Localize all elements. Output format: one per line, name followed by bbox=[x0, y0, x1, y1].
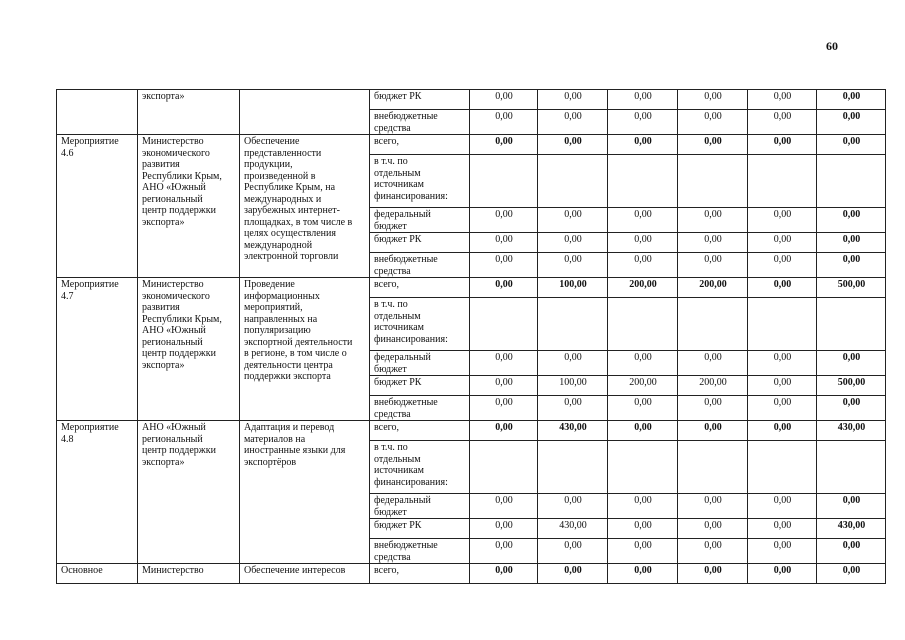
amount-cell bbox=[678, 298, 748, 351]
description-cell-line: Обеспечение интересов bbox=[244, 565, 346, 576]
description-cell bbox=[240, 564, 370, 584]
amount-cell: 0,00 bbox=[748, 110, 817, 135]
amount-cell: 0,00 bbox=[678, 233, 748, 253]
amount-cell: 0,00 bbox=[538, 396, 608, 421]
description-cell-line: Проведение bbox=[244, 279, 295, 290]
amount-cell: 0,00 bbox=[748, 396, 817, 421]
executor-cell-line: экспорта» bbox=[142, 216, 185, 228]
executor-cell-line: центр поддержки bbox=[142, 205, 216, 216]
amount-cell: 0,00 bbox=[470, 396, 538, 421]
amount-cell: 0,00 bbox=[608, 208, 678, 233]
amount-cell: 0,00 bbox=[538, 494, 608, 519]
funding-source-cell bbox=[370, 421, 470, 441]
funding-source-line: отдельным bbox=[374, 310, 421, 322]
amount-cell: 0,00 bbox=[608, 90, 678, 110]
amount-cell: 0,00 bbox=[538, 233, 608, 253]
amount-cell bbox=[817, 298, 886, 351]
amount-cell: 0,00 bbox=[608, 233, 678, 253]
description-cell-line: мероприятий, bbox=[244, 302, 303, 313]
funding-source-cell bbox=[370, 376, 470, 396]
funding-source-line: источникам bbox=[374, 465, 424, 476]
funding-source-line: внебюджетные bbox=[374, 540, 438, 551]
amount-cell: 0,00 bbox=[817, 396, 886, 421]
description-cell-line: экспортёров bbox=[244, 456, 297, 468]
amount-cell: 0,00 bbox=[678, 208, 748, 233]
amount-cell: 0,00 bbox=[470, 253, 538, 278]
table-row bbox=[57, 90, 886, 110]
description-cell-line: иностранные языки для bbox=[244, 445, 346, 456]
funding-source-cell bbox=[370, 253, 470, 278]
event-name-cell-line: 4.7 bbox=[61, 290, 74, 302]
funding-source-cell bbox=[370, 539, 470, 564]
description-cell bbox=[240, 90, 370, 135]
amount-cell: 0,00 bbox=[748, 208, 817, 233]
funding-source-cell bbox=[370, 208, 470, 233]
description-cell-line: международных и bbox=[244, 193, 322, 205]
amount-cell: 0,00 bbox=[470, 421, 538, 441]
executor-cell bbox=[138, 135, 240, 278]
amount-cell: 430,00 bbox=[817, 421, 886, 441]
amount-cell bbox=[470, 155, 538, 208]
amount-cell: 0,00 bbox=[678, 519, 748, 539]
amount-cell bbox=[748, 298, 817, 351]
event-name-cell-line: 4.8 bbox=[61, 433, 74, 445]
description-cell-line: направленных на bbox=[244, 313, 318, 325]
amount-cell: 0,00 bbox=[817, 233, 886, 253]
amount-cell: 0,00 bbox=[470, 351, 538, 376]
amount-cell: 0,00 bbox=[817, 351, 886, 376]
table-body bbox=[57, 90, 886, 584]
funding-source-cell bbox=[370, 233, 470, 253]
amount-cell: 0,00 bbox=[470, 494, 538, 519]
amount-cell: 100,00 bbox=[538, 376, 608, 396]
executor-cell-line: АНО «Южный bbox=[142, 325, 206, 336]
funding-source-line: средства bbox=[374, 265, 411, 277]
funding-source-line: бюджет РК bbox=[374, 234, 422, 245]
amount-cell: 200,00 bbox=[678, 376, 748, 396]
funding-source-line: всего, bbox=[374, 565, 400, 576]
executor-cell bbox=[138, 421, 240, 564]
executor-cell-line: экспорта» bbox=[142, 456, 185, 468]
funding-source-cell bbox=[370, 278, 470, 298]
amount-cell: 0,00 bbox=[678, 494, 748, 519]
amount-cell: 0,00 bbox=[678, 396, 748, 421]
amount-cell bbox=[538, 441, 608, 494]
amount-cell: 0,00 bbox=[678, 110, 748, 135]
funding-source-line: отдельным bbox=[374, 453, 421, 465]
amount-cell: 0,00 bbox=[678, 564, 748, 584]
description-cell bbox=[240, 421, 370, 564]
funding-source-cell bbox=[370, 155, 470, 208]
executor-cell-line: Министерство bbox=[142, 136, 204, 147]
funding-source-line: средства bbox=[374, 408, 411, 420]
event-name-cell-line: Мероприятие bbox=[61, 136, 119, 147]
table-row bbox=[57, 278, 886, 298]
amount-cell bbox=[608, 441, 678, 494]
executor-cell-line: экспорта» bbox=[142, 359, 185, 371]
table-row bbox=[57, 564, 886, 584]
amount-cell: 0,00 bbox=[678, 539, 748, 564]
funding-source-line: бюджет bbox=[374, 363, 407, 375]
funding-source-cell bbox=[370, 298, 470, 351]
funding-source-cell bbox=[370, 519, 470, 539]
executor-cell-line: развития bbox=[142, 159, 180, 170]
funding-source-line: финансирования: bbox=[374, 190, 448, 202]
amount-cell bbox=[748, 441, 817, 494]
amount-cell: 500,00 bbox=[817, 376, 886, 396]
amount-cell: 0,00 bbox=[470, 110, 538, 135]
description-cell bbox=[240, 135, 370, 278]
funding-source-line: бюджет РК bbox=[374, 91, 422, 102]
amount-cell: 0,00 bbox=[748, 253, 817, 278]
funding-source-line: бюджет РК bbox=[374, 520, 422, 531]
amount-cell bbox=[678, 441, 748, 494]
executor-cell-line: развития bbox=[142, 302, 180, 313]
funding-source-line: федеральный bbox=[374, 352, 431, 363]
funding-source-cell bbox=[370, 494, 470, 519]
funding-source-line: всего, bbox=[374, 422, 400, 433]
amount-cell: 0,00 bbox=[817, 208, 886, 233]
amount-cell: 0,00 bbox=[817, 110, 886, 135]
amount-cell: 0,00 bbox=[470, 376, 538, 396]
amount-cell: 0,00 bbox=[817, 539, 886, 564]
amount-cell: 0,00 bbox=[608, 519, 678, 539]
amount-cell: 0,00 bbox=[678, 253, 748, 278]
executor-cell-line: экономического bbox=[142, 147, 210, 159]
description-cell-line: электронной торговли bbox=[244, 251, 339, 262]
amount-cell bbox=[538, 155, 608, 208]
amount-cell: 430,00 bbox=[538, 519, 608, 539]
description-cell-line: площадках, в том числе в bbox=[244, 216, 353, 228]
funding-source-line: бюджет bbox=[374, 506, 407, 518]
executor-cell-line: центр поддержки bbox=[142, 348, 216, 359]
description-cell-line: поддержки экспорта bbox=[244, 371, 331, 382]
amount-cell: 0,00 bbox=[608, 564, 678, 584]
funding-source-cell bbox=[370, 135, 470, 155]
amount-cell: 0,00 bbox=[748, 421, 817, 441]
funding-source-line: источникам bbox=[374, 179, 424, 190]
description-cell-line: информационных bbox=[244, 290, 320, 302]
amount-cell: 200,00 bbox=[678, 278, 748, 298]
event-name-cell bbox=[57, 135, 138, 278]
amount-cell: 0,00 bbox=[678, 421, 748, 441]
executor-cell-line: экспорта» bbox=[142, 91, 185, 102]
funding-source-line: всего, bbox=[374, 279, 400, 290]
executor-cell-line: региональный bbox=[142, 193, 203, 205]
description-cell-line: произведенной в bbox=[244, 170, 316, 182]
funding-source-line: федеральный bbox=[374, 209, 431, 220]
amount-cell: 0,00 bbox=[608, 110, 678, 135]
funding-source-line: бюджет bbox=[374, 220, 407, 232]
amount-cell: 0,00 bbox=[538, 135, 608, 155]
description-cell-line: целях осуществления bbox=[244, 228, 336, 239]
amount-cell: 0,00 bbox=[470, 519, 538, 539]
amount-cell: 0,00 bbox=[470, 90, 538, 110]
amount-cell: 0,00 bbox=[538, 351, 608, 376]
amount-cell bbox=[608, 298, 678, 351]
amount-cell: 0,00 bbox=[748, 519, 817, 539]
funding-source-cell bbox=[370, 90, 470, 110]
description-cell-line: Адаптация и перевод bbox=[244, 422, 335, 433]
amount-cell bbox=[538, 298, 608, 351]
amount-cell: 0,00 bbox=[608, 351, 678, 376]
funding-source-line: источникам bbox=[374, 322, 424, 333]
amount-cell: 0,00 bbox=[470, 539, 538, 564]
executor-cell bbox=[138, 564, 240, 584]
funding-source-line: внебюджетные bbox=[374, 111, 438, 122]
funding-source-line: отдельным bbox=[374, 167, 421, 179]
amount-cell: 0,00 bbox=[748, 278, 817, 298]
page-number: 60 bbox=[826, 39, 838, 53]
amount-cell bbox=[470, 298, 538, 351]
amount-cell: 0,00 bbox=[817, 253, 886, 278]
amount-cell: 0,00 bbox=[678, 135, 748, 155]
amount-cell: 0,00 bbox=[748, 351, 817, 376]
funding-source-cell bbox=[370, 110, 470, 135]
funding-source-line: средства bbox=[374, 122, 411, 134]
amount-cell bbox=[748, 155, 817, 208]
amount-cell bbox=[608, 155, 678, 208]
funding-source-line: финансирования: bbox=[374, 333, 448, 345]
amount-cell: 0,00 bbox=[678, 90, 748, 110]
amount-cell: 0,00 bbox=[538, 253, 608, 278]
amount-cell bbox=[678, 155, 748, 208]
funding-source-cell bbox=[370, 396, 470, 421]
amount-cell: 0,00 bbox=[608, 253, 678, 278]
description-cell bbox=[240, 278, 370, 421]
funding-source-line: в т.ч. по bbox=[374, 156, 408, 167]
event-name-cell bbox=[57, 421, 138, 564]
amount-cell: 0,00 bbox=[817, 135, 886, 155]
event-name-cell-line: Мероприятие bbox=[61, 422, 119, 433]
funding-source-line: внебюджетные bbox=[374, 254, 438, 265]
executor-cell bbox=[138, 90, 240, 135]
amount-cell: 0,00 bbox=[748, 90, 817, 110]
funding-source-cell bbox=[370, 564, 470, 584]
event-name-cell bbox=[57, 564, 138, 584]
executor-cell-line: Республики Крым, bbox=[142, 313, 222, 325]
amount-cell: 0,00 bbox=[538, 208, 608, 233]
amount-cell: 0,00 bbox=[817, 564, 886, 584]
amount-cell: 0,00 bbox=[608, 396, 678, 421]
event-name-cell bbox=[57, 278, 138, 421]
description-cell-line: представленности bbox=[244, 147, 322, 159]
description-cell-line: зарубежных интернет- bbox=[244, 205, 341, 216]
description-cell-line: экспортной деятельности bbox=[244, 336, 353, 348]
amount-cell: 0,00 bbox=[470, 564, 538, 584]
executor-cell bbox=[138, 278, 240, 421]
amount-cell: 0,00 bbox=[538, 539, 608, 564]
event-name-cell-line: Мероприятие bbox=[61, 279, 119, 290]
executor-cell-line: Министерство bbox=[142, 279, 204, 290]
funding-source-line: внебюджетные bbox=[374, 397, 438, 408]
amount-cell: 200,00 bbox=[608, 376, 678, 396]
amount-cell: 0,00 bbox=[538, 564, 608, 584]
funding-source-line: в т.ч. по bbox=[374, 442, 408, 453]
funding-source-line: в т.ч. по bbox=[374, 299, 408, 310]
amount-cell: 0,00 bbox=[470, 278, 538, 298]
table-row bbox=[57, 421, 886, 441]
amount-cell bbox=[470, 441, 538, 494]
amount-cell: 0,00 bbox=[678, 351, 748, 376]
executor-cell-line: центр поддержки bbox=[142, 445, 216, 456]
amount-cell: 0,00 bbox=[470, 135, 538, 155]
amount-cell: 0,00 bbox=[538, 90, 608, 110]
amount-cell: 0,00 bbox=[748, 135, 817, 155]
amount-cell: 0,00 bbox=[817, 90, 886, 110]
executor-cell-line: Республики Крым, bbox=[142, 170, 222, 182]
description-cell-line: материалов на bbox=[244, 433, 306, 445]
amount-cell: 0,00 bbox=[608, 539, 678, 564]
amount-cell: 0,00 bbox=[470, 208, 538, 233]
amount-cell: 430,00 bbox=[817, 519, 886, 539]
amount-cell: 0,00 bbox=[608, 135, 678, 155]
funding-source-line: федеральный bbox=[374, 495, 431, 506]
event-name-cell bbox=[57, 90, 138, 135]
amount-cell: 100,00 bbox=[538, 278, 608, 298]
executor-cell-line: Министерство bbox=[142, 565, 204, 576]
amount-cell: 200,00 bbox=[608, 278, 678, 298]
table-row bbox=[57, 135, 886, 155]
amount-cell: 430,00 bbox=[538, 421, 608, 441]
description-cell-line: международной bbox=[244, 239, 313, 251]
amount-cell: 0,00 bbox=[748, 564, 817, 584]
funding-source-line: всего, bbox=[374, 136, 400, 147]
amount-cell: 0,00 bbox=[748, 376, 817, 396]
financing-table bbox=[56, 89, 886, 584]
amount-cell: 500,00 bbox=[817, 278, 886, 298]
description-cell-line: популяризацию bbox=[244, 325, 311, 336]
description-cell-line: Республике Крым, на bbox=[244, 182, 336, 193]
description-cell-line: Обеспечение bbox=[244, 136, 300, 147]
description-cell-line: деятельности центра bbox=[244, 359, 333, 371]
amount-cell bbox=[817, 441, 886, 494]
amount-cell: 0,00 bbox=[748, 233, 817, 253]
executor-cell-line: АНО «Южный bbox=[142, 182, 206, 193]
executor-cell-line: экономического bbox=[142, 290, 210, 302]
description-cell-line: продукции, bbox=[244, 159, 293, 170]
amount-cell: 0,00 bbox=[538, 110, 608, 135]
executor-cell-line: региональный bbox=[142, 336, 203, 348]
executor-cell-line: АНО «Южный bbox=[142, 422, 206, 433]
amount-cell: 0,00 bbox=[608, 421, 678, 441]
funding-source-line: бюджет РК bbox=[374, 377, 422, 388]
amount-cell: 0,00 bbox=[748, 539, 817, 564]
executor-cell-line: региональный bbox=[142, 433, 203, 445]
amount-cell: 0,00 bbox=[817, 494, 886, 519]
amount-cell: 0,00 bbox=[748, 494, 817, 519]
funding-source-line: средства bbox=[374, 551, 411, 563]
amount-cell: 0,00 bbox=[608, 494, 678, 519]
event-name-cell-line: Основное bbox=[61, 565, 103, 576]
funding-source-line: финансирования: bbox=[374, 476, 448, 488]
amount-cell: 0,00 bbox=[470, 233, 538, 253]
funding-source-cell bbox=[370, 351, 470, 376]
description-cell-line: в регионе, в том числе о bbox=[244, 348, 347, 359]
event-name-cell-line: 4.6 bbox=[61, 147, 74, 159]
funding-source-cell bbox=[370, 441, 470, 494]
amount-cell bbox=[817, 155, 886, 208]
